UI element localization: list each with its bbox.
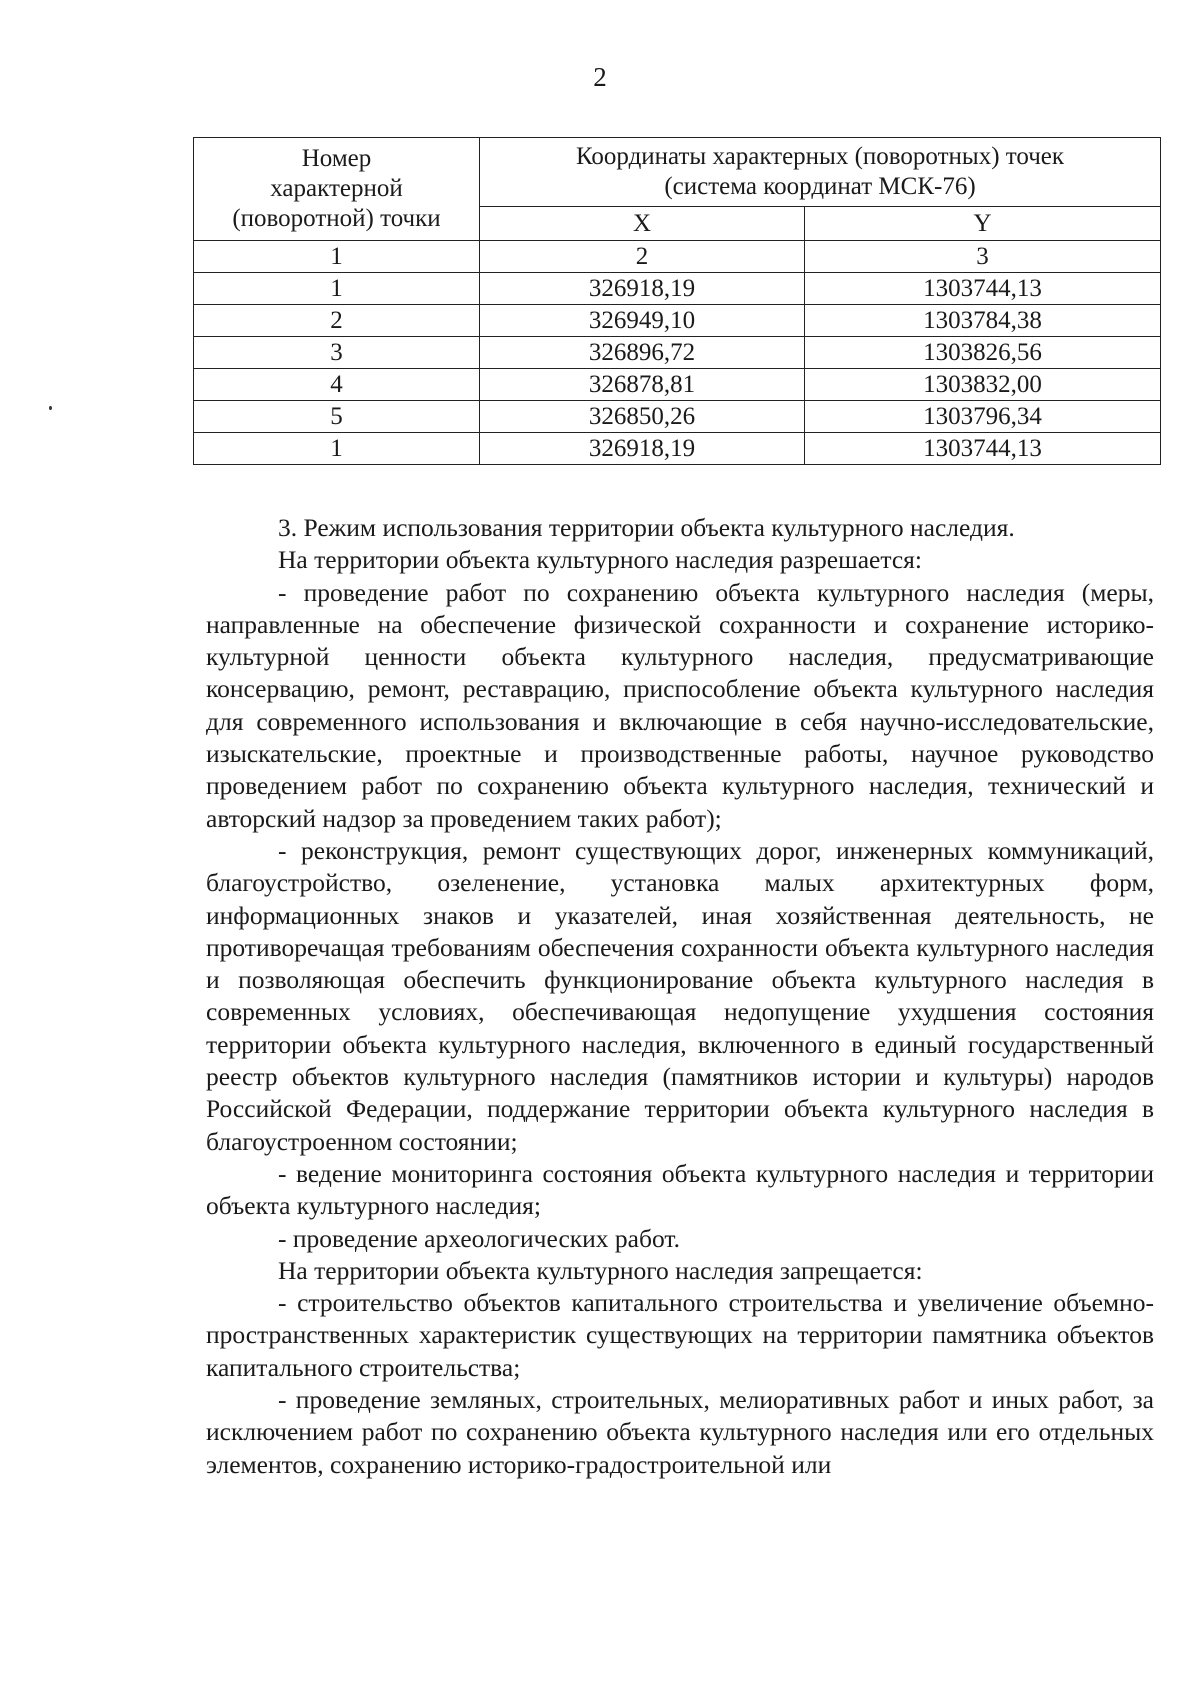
point-number-cell: 5 [194, 401, 480, 433]
table-index-row [194, 241, 1161, 273]
list-item: - проведение работ по сохранению объекта культурного наследия (меры, направленные на обеспечение физической сохранности и сохранение историко-культурной ценности объекта культурного наследия, предусматривающие консервацию, ремонт, реставрацию, приспособление объекта культурного наследия для современного использования и включающие в себя научно-исследовательские, изыскательские, проектные и производственные работы, научное руководство проведением работ по сохранению объекта культурного наследия, технический и авторский надзор за проведением таких работ); [206, 577, 1154, 833]
header-point-number-line: характерной [270, 175, 403, 202]
header-point-number-line: (поворотной) точки [232, 205, 441, 232]
list-item: - проведение археологических работ. [278, 1223, 680, 1253]
paragraph: На территории объекта культурного наследия запрещается: [278, 1255, 923, 1285]
point-number-cell: 1 [194, 273, 480, 305]
point-number-cell: 3 [194, 337, 480, 369]
page-number: 2 [593, 62, 607, 92]
y-coordinate-cell: 1303826,56 [805, 337, 1161, 369]
header-point-number-line: Номер [301, 145, 372, 172]
header-coordinates [480, 138, 1161, 207]
table-row [194, 337, 1161, 369]
document-body [206, 512, 1154, 1481]
list-item: - строительство объектов капитального строительства и увеличение объемно-пространственных характеристик существующих на территории памятника объектов капитального строительства; [206, 1288, 1154, 1382]
y-coordinate-cell: 1303744,13 [805, 433, 1161, 465]
list-item: - реконструкция, ремонт существующих дорог, инженерных коммуникаций, благоустройство, озеленение, установка малых архитектурных форм, информационных знаков и указателей, иная хозяйственная деятельность, не противоречащая требованиям обеспечения сохранности объекта культурного наследия и позволяющая обеспечить функционирование объекта культурного наследия в современных условиях, обеспечивающая недопущение ухудшения состояния территории объекта культурного наследия, включенного в единый государственный реестр объектов культурного наследия (памятников истории и культуры) народов Российской Федерации, поддержание территории объекта культурного наследия в благоустроенном состоянии; [206, 835, 1154, 1156]
y-coordinate-cell: 1303796,34 [805, 401, 1161, 433]
coordinates-table [193, 137, 1161, 465]
table-row [194, 305, 1161, 337]
table-row [194, 369, 1161, 401]
list-item: - проведение земляных, строительных, мелиоративных работ и иных работ, за исключением работ по сохранению объекта культурного наследия или его отдельных элементов, сохранению историко-градостроительной или [206, 1385, 1154, 1479]
header-point-number [194, 138, 480, 241]
header-x: X [480, 207, 805, 241]
x-coordinate-cell: 326918,19 [480, 433, 805, 465]
x-coordinate-cell: 326896,72 [480, 337, 805, 369]
y-coordinate-cell: 1303832,00 [805, 369, 1161, 401]
point-number-cell: 4 [194, 369, 480, 401]
header-coordinates-line: Координаты характерных (поворотных) точек [575, 143, 1065, 170]
header-y: Y [805, 207, 1161, 241]
y-coordinate-cell: 1303784,38 [805, 305, 1161, 337]
paragraph: На территории объекта культурного наследия разрешается: [278, 545, 922, 575]
table-cell: 3 [805, 241, 1161, 273]
y-coordinate-cell: 1303744,13 [805, 273, 1161, 305]
x-coordinate-cell: 326850,26 [480, 401, 805, 433]
list-item: - ведение мониторинга состояния объекта культурного наследия и территории объекта культурного наследия; [206, 1158, 1154, 1221]
table-cell: 1 [194, 241, 480, 273]
table-cell: 2 [480, 241, 805, 273]
point-number-cell: 2 [194, 305, 480, 337]
header-coordinates-line: (система координат МСК-76) [664, 173, 976, 200]
table-row [194, 433, 1161, 465]
table-header-row [194, 138, 1161, 207]
x-coordinate-cell: 326918,19 [480, 273, 805, 305]
section-heading: 3. Режим использования территории объекта культурного наследия. [278, 513, 1015, 542]
x-coordinate-cell: 326949,10 [480, 305, 805, 337]
point-number-cell: 1 [194, 433, 480, 465]
x-coordinate-cell: 326878,81 [480, 369, 805, 401]
table-row [194, 273, 1161, 305]
table-row [194, 401, 1161, 433]
scan-speck [49, 406, 52, 410]
